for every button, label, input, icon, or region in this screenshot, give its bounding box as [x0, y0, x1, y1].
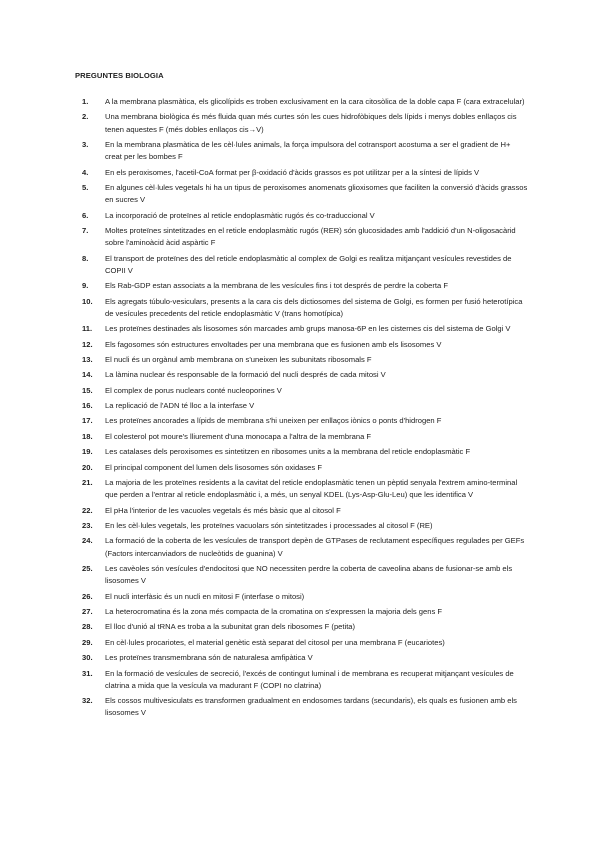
question-item — [78, 385, 528, 397]
question-list — [78, 96, 528, 723]
question-text: Les catalases dels peroxisomes es sintetitzen en ribosomes units a la membrana del reticle endoplasmàtic F — [105, 447, 471, 457]
question-item — [78, 354, 528, 366]
question-item — [78, 339, 528, 351]
question-number: 27. — [82, 606, 93, 616]
question-item — [78, 369, 528, 381]
question-number: 29. — [82, 637, 93, 647]
question-item — [78, 96, 528, 108]
question-item — [78, 535, 528, 559]
question-number: 8. — [82, 253, 89, 263]
question-text: El complex de porus nuclears conté nucleoporines V — [105, 385, 282, 395]
question-item — [78, 446, 528, 458]
question-text: Les proteïnes transmembrana són de naturalesa amfipàtica V — [105, 653, 313, 663]
question-text: El transport de proteïnes des del reticle endoplasmàtic al complex de Golgi es realitza mitjançant vesícules revestides de COPII V — [105, 253, 512, 275]
question-item — [78, 415, 528, 427]
question-text: El colesterol pot moure's lliurement d'una monocapa a l'altra de la membrana F — [105, 431, 372, 441]
question-number: 13. — [82, 354, 93, 364]
question-text: Moltes proteïnes sintetitzades en el reticle endoplasmàtic rugós (RER) són glucosidades amb l'addició d'un N-oligosacàrid sobre l'aminoàcid àcid aspàrtic F — [105, 225, 516, 248]
question-text: Una membrana biològica és més fluida quan més curtes són les cues hidrofòbiques dels lípids i menys dobles enllaços cis tenen aquestes F (més dobles enllaços cis→V) — [105, 112, 517, 134]
question-text: Les proteïnes destinades als lisosomes són marcades amb grups manosa-6P en les cisternes cis del sistema de Golgi V — [105, 324, 511, 334]
question-item — [78, 111, 528, 135]
question-number: 6. — [82, 210, 89, 220]
question-text: La replicació de l'ADN té lloc a la interfase V — [105, 401, 255, 411]
question-text: El lloc d'unió al tRNA es troba a la subunitat gran dels ribosomes F (petita) — [105, 622, 356, 632]
question-number: 30. — [82, 653, 93, 663]
question-item — [78, 400, 528, 412]
question-text: El pHa l'interior de les vacuoles vegetals és més bàsic que al citosol F — [105, 505, 341, 515]
question-number: 1. — [82, 97, 89, 106]
question-number: 12. — [82, 339, 93, 349]
question-text: La majoria de les proteïnes residents a la cavitat del reticle endoplasmàtic tenen un pèptid senyala l'extrem amino-terminal que perden a l'entrar al reticle endoplasmàtic i, a més, un senyal KDEL (Lys-Asp-Glu-Leu) que les identifica V — [105, 478, 518, 500]
question-text: Els fagosomes són estructures envoltades per una membrana que es fusionen amb els lisosomes V — [105, 339, 442, 349]
question-item — [78, 505, 528, 517]
question-number: 7. — [82, 225, 89, 235]
question-item — [78, 668, 528, 692]
question-number: 5. — [82, 182, 89, 192]
question-number: 16. — [82, 401, 93, 411]
question-item — [78, 520, 528, 532]
question-item — [78, 139, 528, 163]
question-number: 32. — [82, 696, 93, 706]
question-item — [78, 167, 528, 179]
question-number: 23. — [82, 521, 93, 531]
question-number: 2. — [82, 112, 89, 122]
question-number: 31. — [82, 668, 93, 678]
question-number: 17. — [82, 416, 93, 426]
question-number: 15. — [82, 385, 93, 395]
question-text: La incorporació de proteïnes al reticle endoplasmàtic rugós és co-traduccional V — [105, 210, 375, 220]
question-text: En algunes cèl·lules vegetals hi ha un tipus de peroxisomes anomenats glioxisomes que faciliten la conversió d'àcids grassos en sucres V — [105, 182, 528, 205]
question-number: 19. — [82, 447, 93, 457]
question-item — [78, 652, 528, 664]
question-item — [78, 563, 528, 587]
question-text: La làmina nuclear és responsable de la formació del nucli després de cada mitosi V — [105, 370, 386, 380]
question-item — [78, 606, 528, 618]
question-item — [78, 253, 528, 277]
question-text: Els Rab-GDP estan associats a la membrana de les vesícules fins i tot després de perdre la coberta F — [105, 281, 449, 291]
document-title: PREGUNTES BIOLOGIA — [75, 71, 164, 80]
question-number: 22. — [82, 505, 93, 515]
question-number: 10. — [82, 296, 93, 306]
question-number: 21. — [82, 478, 93, 488]
question-text: El nucli és un orgànul amb membrana on s'uneixen les subunitats ribosomals F — [105, 354, 372, 364]
question-text: A la membrana plasmàtica, els glicolípids es troben exclusivament en la cara citosòlica de la doble capa F (cara extracelular) — [105, 97, 525, 106]
question-number: 25. — [82, 564, 93, 573]
question-number: 18. — [82, 431, 93, 441]
question-item — [78, 621, 528, 633]
question-item — [78, 477, 528, 501]
question-item — [78, 280, 528, 292]
question-text: El principal component del lumen dels lisosomes són oxidases F — [105, 462, 322, 472]
question-text: Els cossos multivesiculats es transformen gradualment en endosomes tardans (secundaris), els quals es fusionen amb els lisosomes V — [105, 696, 517, 718]
question-item — [78, 182, 528, 206]
question-text: En els peroxisomes, l'acetil-CoA format per β-oxidació d'àcids grassos es pot utilitzar per a la síntesi de lípids V — [105, 167, 480, 177]
question-number: 20. — [82, 462, 93, 472]
question-text: La heterocromatina és la zona més compacta de la cromatina on s'expressen la majoria dels gens F — [105, 606, 443, 616]
question-text: En les cèl·lules vegetals, les proteïnes vacuolars són sintetitzades i processades al citosol F (RE) — [105, 521, 433, 531]
question-number: 4. — [82, 167, 89, 177]
question-number: 28. — [82, 622, 93, 632]
question-item — [78, 225, 528, 249]
question-text: En cèl·lules procariotes, el material genètic està separat del citosol per una membrana F (eucariotes) — [105, 637, 445, 647]
question-item — [78, 210, 528, 222]
question-number: 11. — [82, 324, 93, 334]
question-item — [78, 695, 528, 719]
question-number: 9. — [82, 281, 89, 291]
question-number: 24. — [82, 536, 93, 546]
question-text: El nucli interfàsic és un nucli en mitosi F (interfase o mitosi) — [105, 591, 305, 601]
question-number: 14. — [82, 370, 93, 380]
question-text: Les proteïnes ancorades a lípids de membrana s'hi uneixen per enllaços iònics o ponts d'hidrogen F — [105, 416, 442, 426]
question-item — [78, 431, 528, 443]
question-text: Les cavèoles són vesícules d'endocitosi que NO necessiten perdre la coberta de caveolina abans de fusionar-se amb els lisosomes V — [105, 564, 513, 586]
question-number: 26. — [82, 591, 93, 601]
question-number: 3. — [82, 139, 89, 149]
question-item — [78, 462, 528, 474]
question-item — [78, 296, 528, 320]
question-item — [78, 323, 528, 335]
question-text: En la formació de vesícules de secreció, l'excés de contingut luminal i de membrana es recuperat mitjançant vesícules de clatrina a mida que la vesícula va madurant F (COPI no clatrina) — [105, 668, 514, 690]
question-text: En la membrana plasmàtica de les cèl·lules animals, la força impulsora del cotransport acostuma a ser el gradient de H+ creat per les bombes F — [105, 139, 511, 162]
question-item — [78, 591, 528, 603]
question-text: Els agregats túbulo-vesiculars, presents a la cara cis dels dictiosomes del sistema de Golgi, es formen per fusió heterotípica de vesícules precedents del reticle endoplasmàtic V (trans homotípica) — [105, 296, 523, 318]
question-text: La formació de la coberta de les vesícules de transport depèn de GTPases de reclutament específiques regulades per GEFs (Factors intercanviadors de nucleòtids de guanina) V — [105, 536, 525, 558]
question-item — [78, 637, 528, 649]
